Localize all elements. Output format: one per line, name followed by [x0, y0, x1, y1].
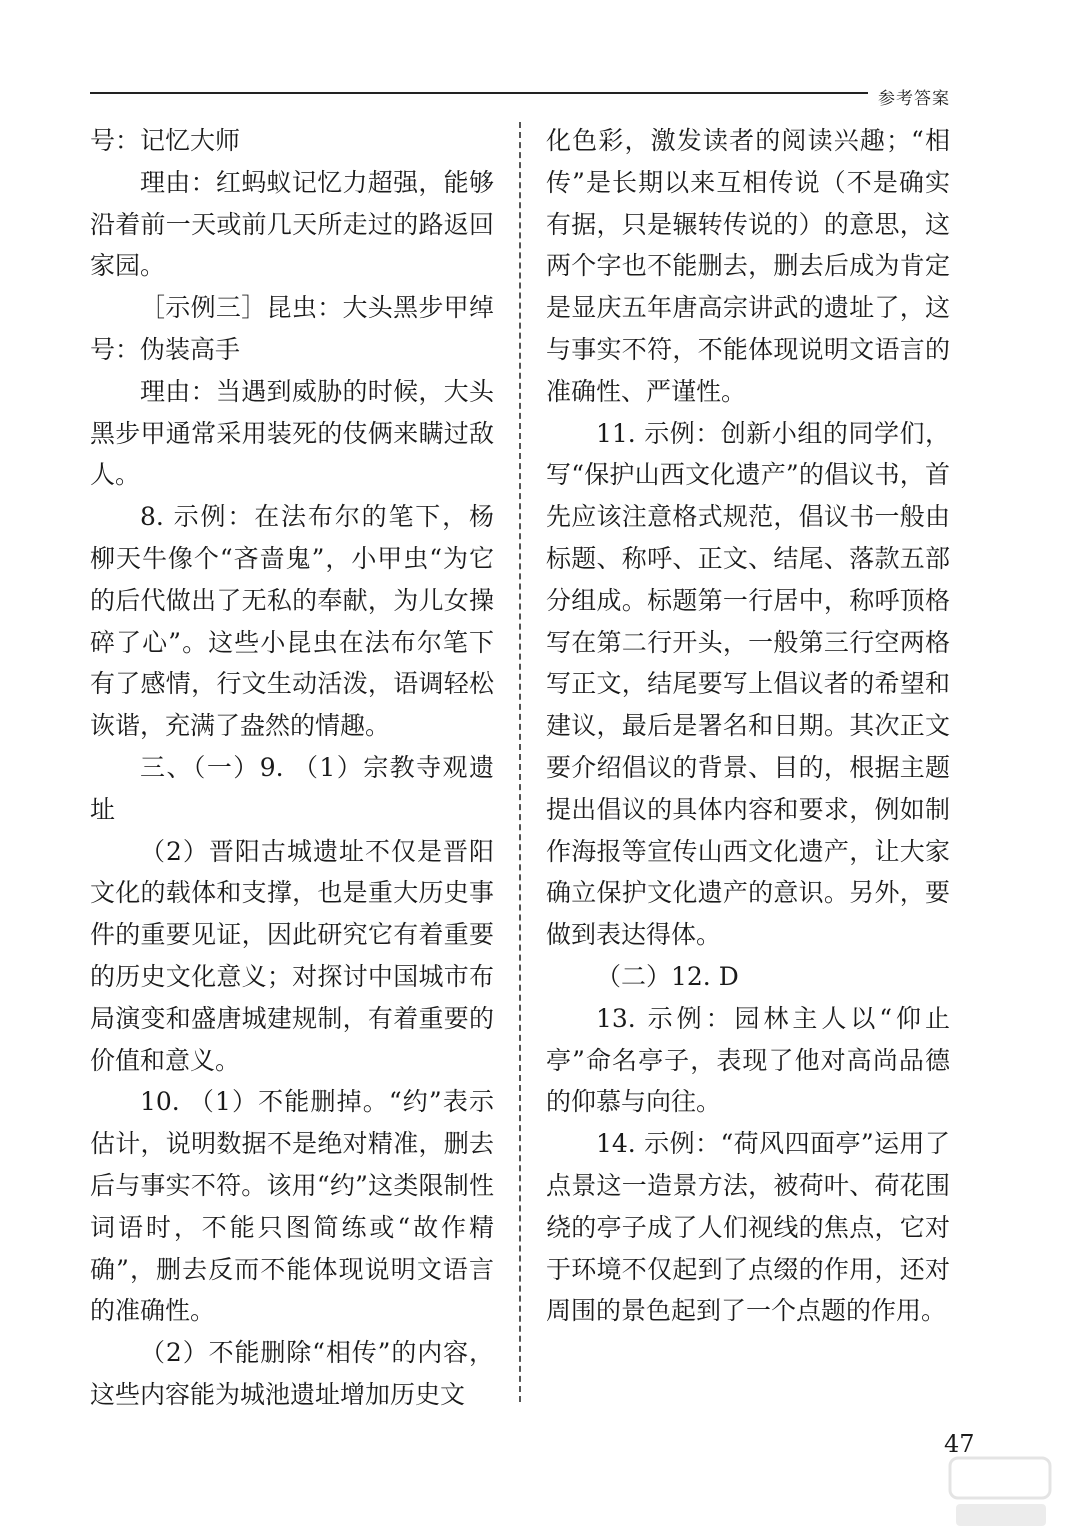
paragraph: 13. 示例：园林主人以“仰止亭”命名亭子，表现了他对高尚品德的仰慕与向往。	[546, 1003, 950, 1117]
paragraph: 理由：当遇到威胁的时候，大头黑步甲通常采用装死的伎俩来瞒过敌人。	[90, 376, 494, 490]
paragraph: 理由：红蚂蚁记忆力超强，能够沿着前一天或前几天所走过的路返回家园。	[90, 167, 494, 281]
column-divider	[519, 122, 521, 1402]
right-column	[546, 120, 950, 1332]
paragraph: 三、（一）9. （1）宗教寺观遗址	[90, 752, 494, 824]
left-column	[90, 120, 494, 1416]
paragraph: 11. 示例：创新小组的同学们，写“保护山西文化遗产”的倡议书，首先应该注意格式规范，倡议书一般由标题、称呼、正文、结尾、落款五部分组成。标题第一行居中，称呼顶格写在第二行开头，一般第三行空两格写正文，结尾要写上倡议者的希望和建议，最后是署名和日期。其次正文要介绍倡议的背景、目的，根据主题提出倡议的具体内容和要求，例如制作海报等宣传山西文化遗产，让大家确立保护文化遗产的意识。另外，要做到表达得体。	[546, 418, 950, 950]
paragraph: 10. （1）不能删掉。“约”表示估计，说明数据不是绝对精准，删去后与事实不符。该用“约”这类限制性词语时，不能只图简练或“故作精确”，删去反而不能体现说明文语言的准确性。	[90, 1087, 494, 1326]
paragraph: 14. 示例：“荷风四面亭”运用了点景这一造景方法，被荷叶、荷花围绕的亭子成了人们视线的焦点，它对于环境不仅起到了点缀的作用，还对周围的景色起到了一个点题的作用。	[546, 1129, 950, 1326]
watermark-logo-icon	[946, 1452, 1056, 1532]
paragraph: （二）12. D	[596, 961, 739, 991]
paragraph: ［示例三］昆虫：大头黑步甲绰号：伪装高手	[90, 293, 494, 364]
paragraph: 8. 示例：在法布尔的笔下，杨柳天牛像个“吝啬鬼”，小甲虫“为它的后代做出了无私的奉献，为儿女操碎了心”。这些小昆虫在法布尔笔下有了感情，行文生动活泼，语调轻松诙谐，充满了盎然的情趣。	[90, 502, 494, 741]
page-number: 47	[944, 1430, 975, 1458]
paragraph: 号：记忆大师	[90, 126, 241, 155]
header-label: 参考答案	[878, 89, 950, 109]
paragraph: （2）晋阳古城遗址不仅是晋阳文化的载体和支撑，也是重大历史事件的重要见证，因此研究它有着重要的历史文化意义；对探讨中国城市布局演变和盛唐城建规制，有着重要的价值和意义。	[90, 836, 494, 1075]
header-rule	[90, 92, 868, 94]
paragraph: 化色彩，激发读者的阅读兴趣；“相传”是长期以来互相传说（不是确实有据，只是辗转传说的）的意思，这两个字也不能删去，删去后成为肯定是显庆五年唐高宗讲武的遗址了，这与事实不符，不能体现说明文语言的准确性、严谨性。	[546, 126, 950, 406]
paragraph: （2）不能删除“相传”的内容，这些内容能为城池遗址增加历史文	[90, 1338, 494, 1409]
